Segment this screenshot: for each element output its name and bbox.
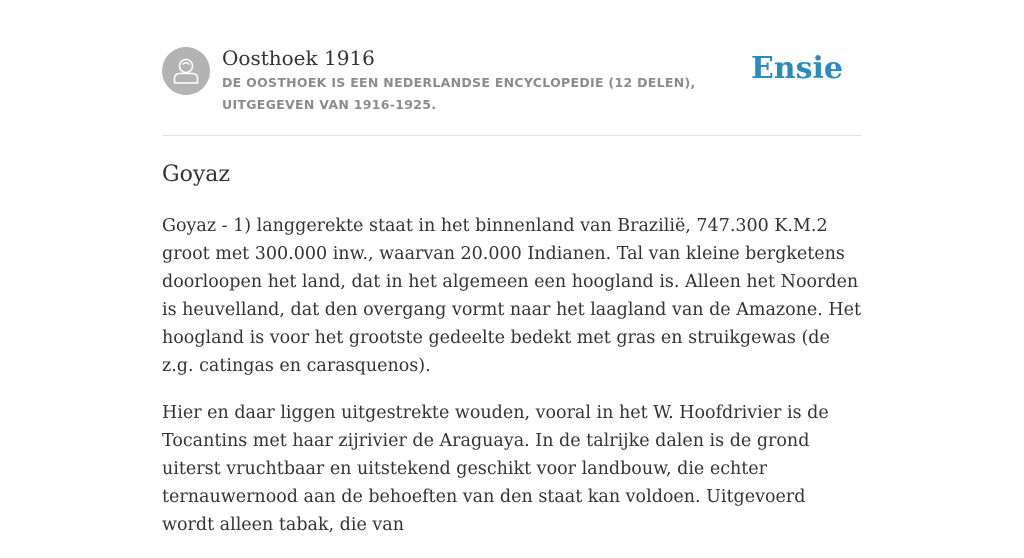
header-divider: [162, 135, 862, 136]
article-paragraph-2: Hier en daar liggen uitgestrekte wouden, vooral in het W. Hoofdrivier is de Tocantins met haar zijrivier de Araguaya. In de talrijke dalen is de grond uiterst vruchtbaar en uitstekend geschikt voor landbouw, die echter ternauwernood aan de behoeften van den staat kan voldoen. Uitgevoerd wordt alleen tabak, die van: [162, 403, 829, 535]
article-title: Goyaz: [162, 162, 230, 187]
avatar[interactable]: [162, 47, 210, 95]
source-description: DE OOSTHOEK IS EEN NEDERLANDSE ENCYCLOPEDIE (12 DELEN), UITGEGEVEN VAN 1916-1925.: [222, 75, 696, 112]
article-paragraph-1: Goyaz - 1) langgerekte staat in het binnenland van Brazilië, 747.300 K.M.2 groot met 300.000 inw., waarvan 20.000 Indianen. Tal van kleine bergketens doorloopen het land, dat in het algemeen een hoogland is. Alleen het Noorden is heuvelland, dat den overgang vormt naar het laagland van de Amazone. Het hoogland is voor het grootste gedeelte bedekt met gras en struikgewas (de z.g. catingas en carasquenos).: [162, 216, 862, 376]
article-body: [162, 212, 862, 558]
source-header: [162, 45, 862, 135]
ensie-logo[interactable]: Ensie: [750, 51, 843, 86]
source-title[interactable]: Oosthoek 1916: [222, 46, 375, 70]
user-icon: [162, 47, 210, 95]
